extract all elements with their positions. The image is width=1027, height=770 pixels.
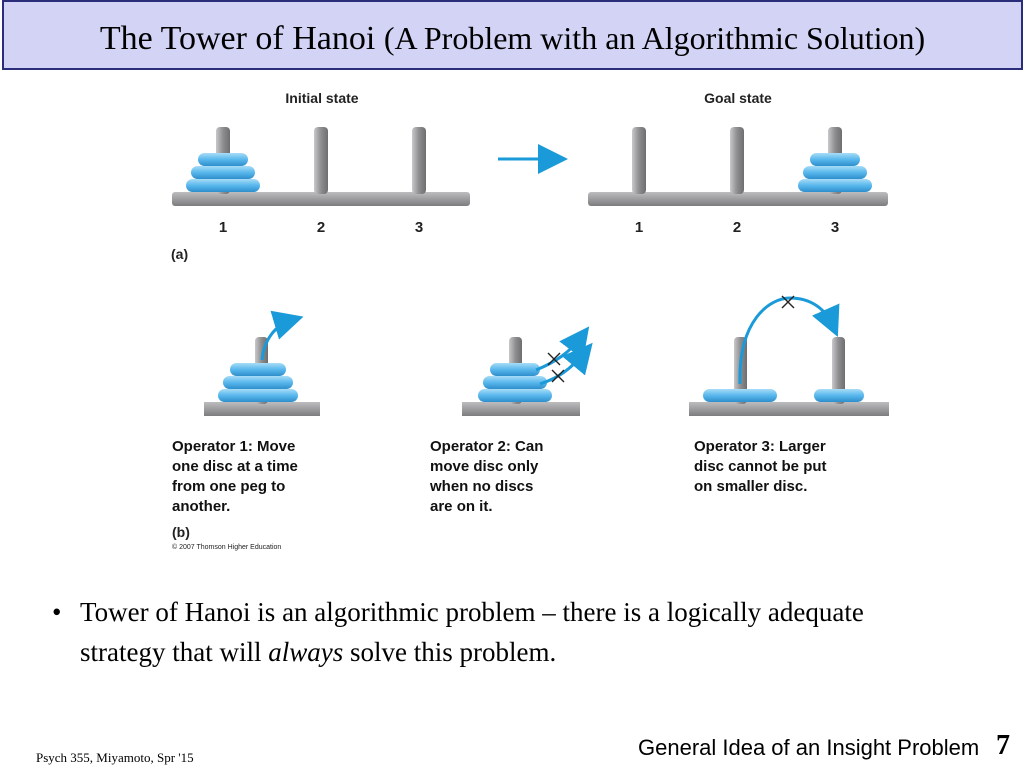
- slide-title-sub: (A Problem with an Algorithmic Solution): [383, 20, 926, 56]
- initial-peg-number-1: 1: [218, 219, 228, 236]
- initial-disc-small: [198, 153, 248, 166]
- op2-line-4: are on it.: [430, 498, 493, 515]
- op3-disc-small: [814, 389, 864, 402]
- goal-peg-number-3: 3: [830, 219, 840, 236]
- op1-line-3: from one peg to: [172, 478, 286, 495]
- goal-disc-small: [810, 153, 860, 166]
- part-b-label: (b): [172, 524, 190, 540]
- initial-state-apparatus: [172, 127, 470, 206]
- op3-line-1: Operator 3: Larger: [694, 438, 826, 455]
- op1-line-4: another.: [172, 498, 231, 515]
- initial-peg-number-2: 2: [316, 219, 326, 236]
- op3-line-2: disc cannot be put: [694, 458, 827, 475]
- operator-2-caption: [429, 438, 543, 515]
- op2-disc-small: [490, 363, 540, 376]
- initial-disc-medium: [191, 166, 255, 179]
- initial-peg-number-3: 3: [414, 219, 424, 236]
- goal-disc-large: [798, 179, 872, 192]
- op2-line-1: Operator 2: Can: [430, 438, 544, 455]
- op1-disc-large: [218, 389, 298, 402]
- op1-line-2: one disc at a time: [172, 458, 298, 475]
- bullet-text-emphasis: always: [268, 637, 344, 667]
- op3-move-arrow: [740, 298, 833, 384]
- initial-state-label: Initial state: [285, 90, 359, 106]
- op2-cross-lower: [552, 370, 564, 382]
- op3-disc-large: [703, 389, 777, 402]
- op2-disc-medium: [483, 376, 547, 389]
- op2-line-2: move disc only: [430, 458, 539, 475]
- operator-3-illustration: [689, 296, 889, 416]
- slide-title-main: The Tower of Hanoi: [99, 20, 376, 57]
- goal-disc-medium: [803, 166, 867, 179]
- op1-disc-medium: [223, 376, 293, 389]
- op1-base: [204, 402, 320, 416]
- initial-peg-3: [412, 127, 426, 194]
- op2-line-3: when no discs: [430, 478, 534, 495]
- bullet-dot: •: [52, 597, 62, 627]
- operator-1-caption: [172, 438, 298, 515]
- op1-line-1: Operator 1: Move: [172, 438, 296, 455]
- op2-base: [462, 402, 580, 416]
- goal-peg-1: [632, 127, 646, 194]
- op1-disc-small: [230, 363, 286, 376]
- goal-state-label: Goal state: [704, 90, 772, 106]
- goal-base: [588, 192, 888, 206]
- initial-peg-2: [314, 127, 328, 194]
- page-number: 7: [996, 730, 1010, 761]
- part-a-label: (a): [171, 246, 189, 262]
- copyright-text: © 2007 Thomson Higher Education: [172, 544, 282, 551]
- goal-peg-2: [730, 127, 744, 194]
- goal-peg-number-2: 2: [732, 219, 742, 236]
- bullet-text: [80, 592, 920, 672]
- initial-base: [172, 192, 470, 206]
- op3-line-3: on smaller disc.: [694, 478, 808, 495]
- footer-course-info: Psych 355, Miyamoto, Spr '15: [36, 750, 194, 765]
- bullet-text-before: Tower of Hanoi is an algorithmic problem – there is a logically adequate strategy that will: [80, 597, 864, 667]
- op3-base: [689, 402, 889, 416]
- operator-1-illustration: [204, 320, 320, 416]
- goal-peg-number-1: 1: [634, 219, 644, 236]
- footer-section-title: General Idea of an Insight Problem: [638, 735, 980, 760]
- goal-state-apparatus: [588, 127, 888, 206]
- bullet-text-after: solve this problem.: [343, 637, 557, 667]
- initial-disc-large: [186, 179, 260, 192]
- op2-disc-large: [478, 389, 552, 402]
- operator-3-caption: [694, 438, 827, 495]
- operator-2-illustration: [462, 336, 585, 416]
